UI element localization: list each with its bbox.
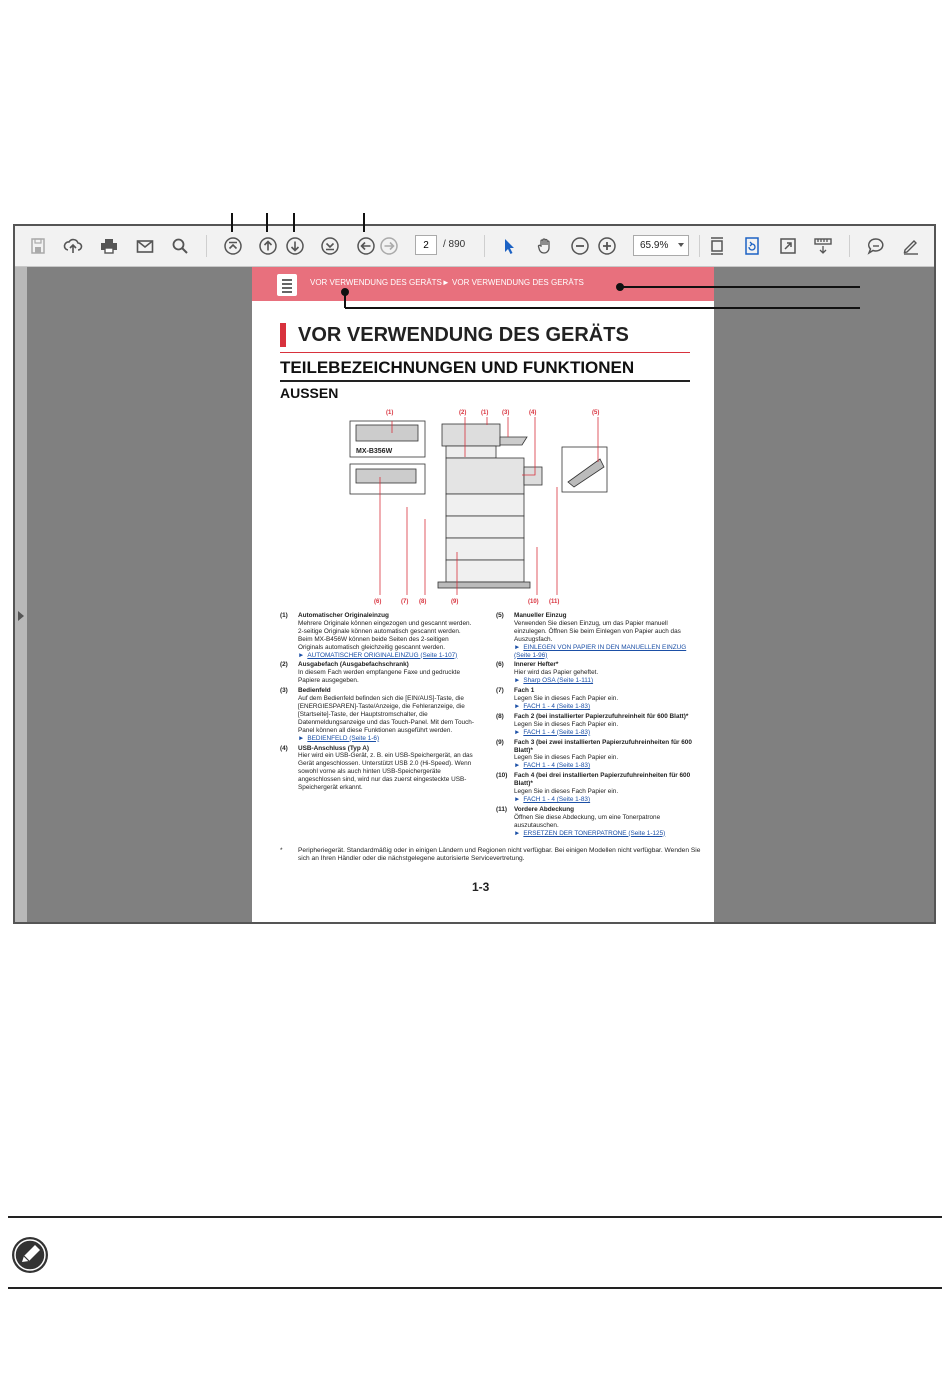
part-item [280,687,475,742]
sign-icon[interactable] [901,236,921,256]
callout-label: (8) [419,599,427,605]
full-screen-icon[interactable] [778,236,798,256]
footnote-text: Peripheriegerät. Standardmäßig oder in einigen Ländern und Regionen nicht verfügbar. Bei einigen Modellen nicht verfügbar. Wenden Sie sich an Ihren Händler oder die nächstgelegene autorisierte Servicevertretung. [298,847,701,862]
document-page [252,267,714,922]
chevron-right-icon [18,611,24,621]
part-number: (3) [280,687,288,695]
breadcrumb-band [252,267,714,301]
part-text: In diesem Fach werden empfangene Faxe und gedruckte Papiere ausgegeben. [298,669,460,685]
callout-label: (1) [386,410,394,416]
part-item [496,661,692,685]
footnote-mark: * [280,847,283,854]
zoom-out-icon[interactable] [570,236,590,256]
toolbar-separator [699,235,700,257]
cloud-upload-icon[interactable] [63,236,83,256]
callout-label: (10) [528,599,539,605]
model-label: MX-B356W [356,448,393,455]
part-description [514,661,692,685]
part-title: Fach 2 (bei installierter Papierzufuhreinheit für 600 Blatt)* [514,712,689,720]
part-text: Hier wird ein USB-Gerät, z. B. ein USB-Speichergerät, an das Gerät angeschlossen. Unterstützt USB 2.0 (Hi-Speed). Wenn sowohl vorne als auch hinten USB-Speichergeräte angeschlossen sind, wird nur das zuerst eingesteckte USB-Speichergerät erkannt. [298,752,473,792]
part-description [298,661,475,685]
part-number: (2) [280,661,288,669]
first-page-icon[interactable] [223,236,243,256]
part-number: (6) [496,661,504,669]
zoom-dropdown[interactable] [633,235,689,256]
part-number: (5) [496,612,504,619]
part-description [514,713,692,737]
cross-reference-link[interactable]: ► Sharp OSA (Seite 1-111) [514,677,692,685]
part-description [514,739,692,771]
part-title: Vordere Abdeckung [514,805,575,813]
toolbar-separator [484,235,485,257]
part-title: Fach 3 (bei zwei installierten Papierzufuhreinheiten für 600 Blatt)* [514,738,692,754]
part-title: Innerer Hefter* [514,661,559,669]
callout-label: (2) [459,410,467,416]
chapter-title: VOR VERWENDUNG DES GERÄTS [280,323,629,347]
chevron-down-icon [678,243,684,247]
part-item [496,772,692,804]
divider [280,352,690,353]
part-number: (4) [280,744,288,752]
cross-reference-link[interactable]: ► FACH 1 - 4 (Seite 1-83) [514,762,692,770]
last-page-icon[interactable] [320,236,340,256]
section-title: TEILEBEZEICHNUNGEN UND FUNKTIONEN [280,358,635,377]
cross-reference-link[interactable]: ► FACH 1 - 4 (Seite 1-83) [514,796,692,804]
parts-list-right [496,612,692,839]
part-description [514,806,692,838]
parts-list-left [280,612,475,794]
part-title: Ausgabefach (Ausgabefachschrank) [298,661,409,669]
pdf-viewer-window [13,224,936,924]
cross-reference-link[interactable]: ► AUTOMATISCHER ORIGINALEINZUG (Seite 1-107) [298,652,475,660]
part-text: Auf dem Bedienfeld befinden sich die [EIN/AUS]-Taste, die [ENERGIESPAREN]-Taste/Anzeige, die Fehleranzeige, die [Startseite]-Taste, der Hauptstromschalter, die Datenmeldungsanzeige und das Touch-Panel. Mit dem Touch-Panel können all diese Funktionen ausgeführt werden. [298,695,474,734]
fit-page-icon[interactable] [707,236,727,256]
note-pencil-icon [10,1235,50,1275]
part-text: Mehrere Originale können eingezogen und gescannt werden. 2-seitige Originale können automatisch gescannt werden. Beim MX-B456W können beide Seiten des 2-seitigen Originals automatisch gleichzeitig gescannt werden. [298,619,472,651]
toolbar-separator [849,235,850,257]
part-description [298,612,475,659]
part-number: (9) [496,738,504,746]
select-arrow-icon[interactable] [499,236,519,256]
page-number: 1-3 [472,880,490,894]
part-title: USB-Anschluss (Typ A) [298,744,370,752]
print-icon[interactable] [99,236,119,256]
back-icon[interactable] [356,236,376,256]
part-number: (1) [280,612,288,619]
callout-label: (9) [451,599,459,605]
divider [280,380,690,382]
part-item [496,687,692,711]
divider [8,1287,942,1289]
save-icon[interactable] [28,236,48,256]
part-item [496,612,692,659]
toolbar [15,226,934,267]
subsection-title: AUSSEN [280,385,339,401]
callout-label: (1) [481,410,489,416]
part-text: Legen Sie in dieses Fach Papier ein. [514,788,619,796]
part-text: Öffnen Sie diese Abdeckung, um eine Tonerpatrone auszutauschen. [514,813,661,829]
zoom-in-icon[interactable] [597,236,617,256]
part-item [280,745,475,792]
part-title: Automatischer Originaleinzug [298,612,389,619]
callout-label: (7) [401,599,409,605]
printer-diagram [342,407,632,605]
part-item [496,739,692,771]
page-total-label: / 890 [443,239,466,250]
part-text: Hier wird das Papier geheftet. [514,669,599,677]
callout-label: (5) [592,410,600,416]
forward-icon[interactable] [379,236,399,256]
rotate-icon[interactable] [742,236,762,256]
zoom-value: 65.9% [640,240,669,251]
comment-icon[interactable] [866,236,886,256]
part-title: Fach 4 (bei drei installierten Papierzufuhreinheiten für 600 Blatt)* [514,772,691,788]
part-item [496,806,692,838]
cross-reference-link[interactable]: ► BEDIENFELD (Seite 1-6) [298,735,475,743]
part-text: Legen Sie in dieses Fach Papier ein. [514,754,619,762]
part-title: Fach 1 [514,687,535,695]
measure-icon[interactable] [813,236,833,256]
part-title: Bedienfeld [298,687,331,695]
search-icon[interactable] [170,236,190,256]
part-title: Manueller Einzug [514,612,567,619]
part-description [298,745,475,792]
cross-reference-link[interactable]: ► FACH 1 - 4 (Seite 1-83) [514,729,692,737]
part-number: (10) [496,772,508,780]
part-description [514,612,692,659]
callout-label: (4) [529,410,537,416]
part-number: (8) [496,712,504,720]
page-number-input[interactable]: 2 [415,235,437,255]
divider [8,1216,942,1218]
cross-reference-link[interactable]: ► FACH 1 - 4 (Seite 1-83) [514,703,692,711]
part-description [514,687,692,711]
part-text: Legen Sie in dieses Fach Papier ein. [514,720,619,728]
part-text: Legen Sie in dieses Fach Papier ein. [514,695,619,703]
manual-icon [277,274,297,296]
part-number: (7) [496,687,504,695]
next-page-icon[interactable] [285,236,305,256]
part-item [280,661,475,685]
cross-reference-link[interactable]: ► ERSETZEN DER TONERPATRONE (Seite 1-125) [514,830,692,838]
breadcrumb[interactable]: VOR VERWENDUNG DES GERÄTS► VOR VERWENDUNG DES GERÄTS [310,278,584,287]
part-description [514,772,692,804]
callout-label: (11) [549,599,560,605]
footnote [280,847,710,863]
part-item [496,713,692,737]
part-item [280,612,475,659]
email-icon[interactable] [135,236,155,256]
callout-label: (3) [502,410,510,416]
part-description [298,687,475,742]
part-text: Verwenden Sie diesen Einzug, um das Papier manuell einzulegen. Öffnen Sie beim Einlegen von Papier auch das Auszugsfach. [514,619,681,643]
hand-tool-icon[interactable] [535,236,555,256]
part-number: (11) [496,805,508,813]
callout-label: (6) [374,599,382,605]
previous-page-icon[interactable] [258,236,278,256]
navigation-pane-toggle[interactable] [15,267,27,922]
cross-reference-link[interactable]: ► EINLEGEN VON PAPIER IN DEN MANUELLEN EINZUG (Seite 1-96) [514,644,692,660]
toolbar-separator [206,235,207,257]
